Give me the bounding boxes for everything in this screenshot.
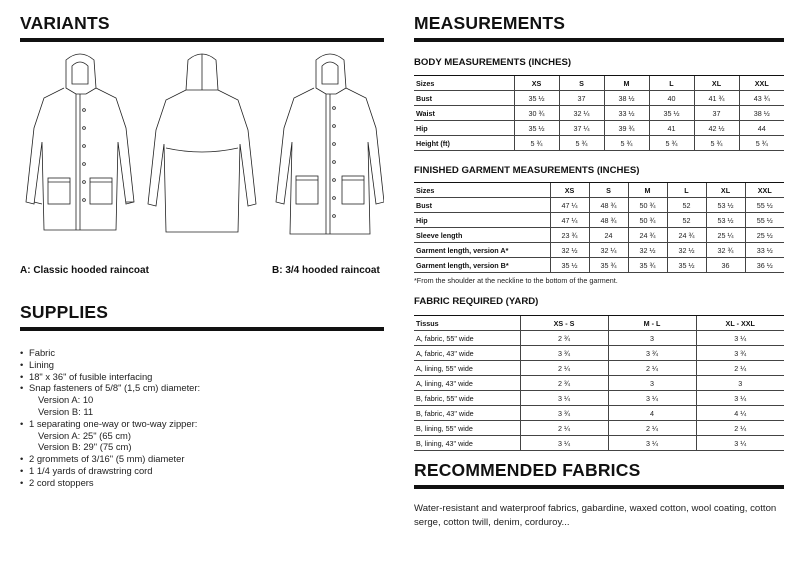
table-cell: 38 ½ <box>739 106 784 121</box>
table-cell: 37 <box>694 106 739 121</box>
table-cell: 32 ½ <box>628 243 667 258</box>
table-cell: Garment length, version B* <box>414 258 550 273</box>
table-cell: 38 ½ <box>604 91 649 106</box>
table-cell: 3 <box>608 331 696 346</box>
table-cell: 3 ¾ <box>520 346 608 361</box>
table-row <box>414 121 784 136</box>
table-cell: 5 ¾ <box>739 136 784 151</box>
table-cell: 35 ½ <box>649 106 694 121</box>
table-header-cell: S <box>559 76 604 91</box>
table-header-cell: S <box>589 183 628 198</box>
table-cell: 53 ½ <box>706 213 745 228</box>
table-cell: 4 ¼ <box>696 406 784 421</box>
table-cell: Bust <box>414 91 514 106</box>
table-cell: 42 ½ <box>694 121 739 136</box>
table-cell: 3 ¼ <box>608 391 696 406</box>
table-header-row <box>414 316 784 331</box>
table-cell: 35 ¾ <box>628 258 667 273</box>
raincoat-illustrations <box>20 52 384 242</box>
table-cell: 3 ¼ <box>520 391 608 406</box>
table-cell: A, lining, 55" wide <box>414 361 520 376</box>
table-row <box>414 421 784 436</box>
table-cell: Height (ft) <box>414 136 514 151</box>
table-cell: 5 ¾ <box>514 136 559 151</box>
table-cell: B, fabric, 55" wide <box>414 391 520 406</box>
table-row <box>414 213 784 228</box>
table-row <box>414 228 784 243</box>
table-cell: Bust <box>414 198 550 213</box>
supply-item: • Lining <box>20 359 384 371</box>
table-row <box>414 91 784 106</box>
table-row <box>414 331 784 346</box>
coat-back-drawing <box>148 54 256 232</box>
variants-title: VARIANTS <box>20 13 110 33</box>
table-row <box>414 391 784 406</box>
table-cell: 36 <box>706 258 745 273</box>
table-cell: 24 ¾ <box>628 228 667 243</box>
table-header-row <box>414 183 784 198</box>
right-column <box>414 0 784 566</box>
supply-item: Version B: 11 <box>38 405 94 417</box>
table-row <box>414 136 784 151</box>
table-row <box>414 406 784 421</box>
table-cell: 41 ¾ <box>694 91 739 106</box>
table-cell: 5 ¾ <box>649 136 694 151</box>
table-cell: 25 ½ <box>745 228 784 243</box>
table-cell: 50 ¾ <box>628 198 667 213</box>
table-header-cell: XS <box>514 76 559 91</box>
table-cell: A, lining, 43" wide <box>414 376 520 391</box>
table-cell: 2 ¼ <box>520 361 608 376</box>
table-cell: 2 ¾ <box>520 376 608 391</box>
table-cell: 2 ¼ <box>696 421 784 436</box>
table-cell: 44 <box>739 121 784 136</box>
table-cell: 52 <box>667 213 706 228</box>
recommended-fabrics-text: Water-resistant and waterproof fabrics, gabardine, waxed cotton, wool coating, cotton serge, cotton twill, denim, corduroy... <box>414 503 777 528</box>
table-cell: 55 ½ <box>745 198 784 213</box>
table-cell: 33 ½ <box>745 243 784 258</box>
table-cell: 5 ¾ <box>604 136 649 151</box>
table-cell: 37 <box>559 91 604 106</box>
table-row <box>414 361 784 376</box>
table-cell: 47 ¼ <box>550 198 589 213</box>
supply-item: • 18" x 36" of fusible interfacing <box>20 371 384 383</box>
body-measurements-table <box>414 75 784 151</box>
fabric-required-heading: FABRIC REQUIRED (YARD) <box>414 296 539 307</box>
table-header-cell: XS - S <box>520 316 608 331</box>
supply-item: • 1 1/4 yards of drawstring cord <box>20 465 384 477</box>
table-cell: 2 ¾ <box>520 331 608 346</box>
table-cell: 35 ½ <box>514 121 559 136</box>
table-row <box>414 346 784 361</box>
table-header-cell: XXL <box>739 76 784 91</box>
table-cell: 2 ¼ <box>696 361 784 376</box>
table-cell: 48 ¾ <box>589 213 628 228</box>
table-cell: B, lining, 55" wide <box>414 421 520 436</box>
coat-a-front-drawing <box>26 54 134 230</box>
table-cell: 35 ¾ <box>589 258 628 273</box>
table-cell: Hip <box>414 213 550 228</box>
variant-a-caption: A: Classic hooded raincoat <box>20 265 149 276</box>
table-cell: 24 <box>589 228 628 243</box>
table-header-cell: XS <box>550 183 589 198</box>
table-cell: 3 ¾ <box>520 406 608 421</box>
table-cell: 32 ¾ <box>706 243 745 258</box>
supply-item: • 2 cord stoppers <box>20 477 384 489</box>
table-cell: 52 <box>667 198 706 213</box>
recommended-fabrics-rule <box>414 485 784 489</box>
table-row <box>414 198 784 213</box>
table-cell: 36 ½ <box>745 258 784 273</box>
garment-measurements-heading: FINISHED GARMENT MEASUREMENTS (INCHES) <box>414 165 640 176</box>
table-header-cell: L <box>649 76 694 91</box>
measurements-title: MEASUREMENTS <box>414 13 566 33</box>
table-cell: 3 ¼ <box>696 436 784 451</box>
measurements-rule <box>414 38 784 42</box>
table-header-cell: Sizes <box>414 76 514 91</box>
fabric-required-table <box>414 315 784 451</box>
table-cell: 3 ¼ <box>696 331 784 346</box>
supply-item: • Fabric <box>20 347 384 359</box>
table-cell: 35 ½ <box>667 258 706 273</box>
body-measurements-heading: BODY MEASUREMENTS (INCHES) <box>414 57 572 68</box>
table-cell: 3 ¼ <box>608 436 696 451</box>
table-cell: 24 ¾ <box>667 228 706 243</box>
table-cell: 30 ¾ <box>514 106 559 121</box>
table-cell: 35 ½ <box>514 91 559 106</box>
supply-item: • Snap fasteners of 5/8" (1,5 cm) diameter: <box>20 382 384 394</box>
table-cell: Waist <box>414 106 514 121</box>
table-header-cell: XL <box>706 183 745 198</box>
supply-item: Version B: 29" (75 cm) <box>38 441 132 453</box>
table-cell: 3 <box>696 376 784 391</box>
table-cell: 5 ¾ <box>559 136 604 151</box>
table-header-cell: XXL <box>745 183 784 198</box>
table-cell: 53 ½ <box>706 198 745 213</box>
table-row <box>414 436 784 451</box>
table-cell: 43 ¾ <box>739 91 784 106</box>
table-cell: Sleeve length <box>414 228 550 243</box>
table-cell: 23 ¾ <box>550 228 589 243</box>
supply-item: Version A: 25" (65 cm) <box>38 429 131 441</box>
table-cell: 3 ¾ <box>696 346 784 361</box>
table-cell: 2 ¼ <box>608 361 696 376</box>
table-row <box>414 106 784 121</box>
table-cell: 3 ¼ <box>696 391 784 406</box>
supplies-title: SUPPLIES <box>20 302 109 322</box>
supplies-list <box>20 347 384 489</box>
table-cell: 32 ½ <box>667 243 706 258</box>
table-cell: 35 ½ <box>550 258 589 273</box>
variants-rule <box>20 38 384 42</box>
table-cell: 2 ¼ <box>520 421 608 436</box>
table-cell: 2 ¼ <box>608 421 696 436</box>
table-cell: 40 <box>649 91 694 106</box>
table-cell: 3 <box>608 376 696 391</box>
table-cell: B, lining, 43" wide <box>414 436 520 451</box>
recommended-fabrics-title: RECOMMENDED FABRICS <box>414 460 641 480</box>
table-header-cell: M - L <box>608 316 696 331</box>
table-cell: 37 ¼ <box>559 121 604 136</box>
table-cell: B, fabric, 43" wide <box>414 406 520 421</box>
table-header-cell: M <box>628 183 667 198</box>
table-cell: Garment length, version A* <box>414 243 550 258</box>
table-cell: Hip <box>414 121 514 136</box>
table-cell: 32 ¼ <box>559 106 604 121</box>
table-header-row <box>414 76 784 91</box>
left-column <box>20 0 384 566</box>
table-cell: 5 ¾ <box>694 136 739 151</box>
table-cell: 39 ¾ <box>604 121 649 136</box>
table-cell: 32 ½ <box>550 243 589 258</box>
table-header-cell: XL - XXL <box>696 316 784 331</box>
table-cell: A, fabric, 55" wide <box>414 331 520 346</box>
table-header-cell: Tissus <box>414 316 520 331</box>
table-cell: 41 <box>649 121 694 136</box>
table-cell: 4 <box>608 406 696 421</box>
table-cell: 48 ¾ <box>589 198 628 213</box>
table-row <box>414 243 784 258</box>
supply-item: • 2 grommets of 3/16" (5 mm) diameter <box>20 453 384 465</box>
garment-measurements-table <box>414 182 784 273</box>
table-cell: 47 ¼ <box>550 213 589 228</box>
coat-b-front-drawing <box>276 54 384 234</box>
supplies-rule <box>20 327 384 331</box>
table-cell: 3 ¾ <box>608 346 696 361</box>
variant-b-caption: B: 3/4 hooded raincoat <box>272 265 380 276</box>
table-header-cell: M <box>604 76 649 91</box>
garment-footnote: *From the shoulder at the neckline to the bottom of the garment. <box>414 276 618 285</box>
supply-item: Version A: 10 <box>38 394 94 406</box>
table-cell: 33 ½ <box>604 106 649 121</box>
table-cell: 55 ½ <box>745 213 784 228</box>
table-cell: 50 ¾ <box>628 213 667 228</box>
supply-item: • 1 separating one-way or two-way zipper: <box>20 418 384 430</box>
table-cell: 3 ¼ <box>520 436 608 451</box>
table-header-cell: L <box>667 183 706 198</box>
table-row <box>414 258 784 273</box>
table-cell: A, fabric, 43" wide <box>414 346 520 361</box>
table-cell: 25 ¼ <box>706 228 745 243</box>
table-header-cell: Sizes <box>414 183 550 198</box>
table-row <box>414 376 784 391</box>
table-cell: 32 ¼ <box>589 243 628 258</box>
table-header-cell: XL <box>694 76 739 91</box>
